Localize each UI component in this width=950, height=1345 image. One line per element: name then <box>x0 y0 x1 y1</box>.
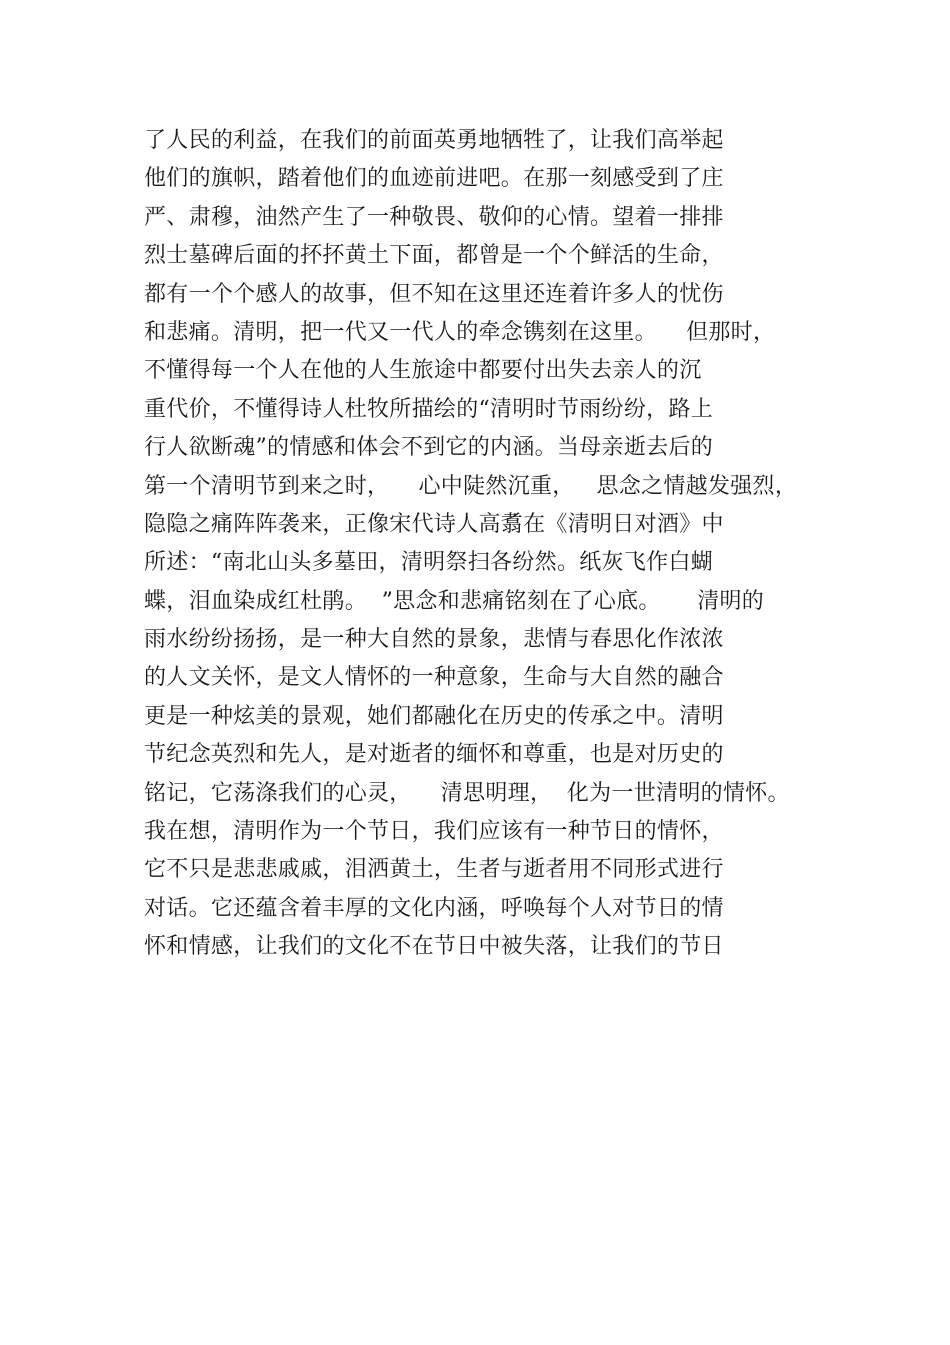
text-line: 蝶，泪血染成红杜鹃。 ”思念和悲痛铭刻在了心底。 清明的 <box>144 588 765 614</box>
text-line: 所述：“南北山头多墓田，清明祭扫各纷然。纸灰飞作白蝴 <box>144 550 714 576</box>
text-line: 的人文关怀，是文人情怀的一种意象，生命与大自然的融合 <box>144 665 724 691</box>
text-line: 隐隐之痛阵阵袭来，正像宋代诗人高翥在《清明日对酒》中 <box>144 511 724 537</box>
text-line: 我在想，清明作为一个节日，我们应该有一种节日的情怀， <box>144 819 724 845</box>
text-line: 节纪念英烈和先人，是对逝者的缅怀和尊重，也是对历史的 <box>144 742 724 768</box>
text-line: 第一个清明节到来之时， 心中陡然沉重， 思念之情越发强烈， <box>144 473 798 499</box>
text-line: 都有一个个感人的故事，但不知在这里还连着许多人的忧伤 <box>144 281 724 307</box>
text-line: 对话。它还蕴含着丰厚的文化内涵，呼唤每个人对节日的情 <box>144 895 724 921</box>
text-line: 行人欲断魂”的情感和体会不到它的内涵。当母亲逝去后的 <box>144 435 714 461</box>
text-line: 烈士墓碑后面的抔抔黄土下面，都曾是一个个鲜活的生命， <box>144 243 724 269</box>
text-line: 怀和情感，让我们的文化不在节日中被失落，让我们的节日 <box>144 934 724 960</box>
text-line: 重代价，不懂得诗人杜牧所描绘的“清明时节雨纷纷，路上 <box>144 396 714 422</box>
body-text <box>144 122 844 967</box>
text-line: 不懂得每一个人在他的人生旅途中都要付出失去亲人的沉 <box>144 358 702 384</box>
text-line: 严、肃穆，油然产生了一种敬畏、敬仰的心情。望着一排排 <box>144 204 724 230</box>
text-line: 了人民的利益，在我们的前面英勇地牺牲了，让我们高举起 <box>144 128 724 153</box>
text-line: 更是一种炫美的景观，她们都融化在历史的传承之中。清明 <box>144 703 724 729</box>
text-line: 他们的旗帜，踏着他们的血迹前进吧。在那一刻感受到了庄 <box>144 166 724 192</box>
text-line: 它不只是悲悲戚戚，泪洒黄土，生者与逝者用不同形式进行 <box>144 857 724 883</box>
text-line: 雨水纷纷扬扬，是一种大自然的景象，悲情与春思化作浓浓 <box>144 627 724 653</box>
text-line: 铭记，它荡涤我们的心灵， 清思明理， 化为一世清明的情怀。 <box>144 780 790 806</box>
text-line: 和悲痛。清明，把一代又一代人的牵念镌刻在这里。 但那时， <box>144 319 776 345</box>
